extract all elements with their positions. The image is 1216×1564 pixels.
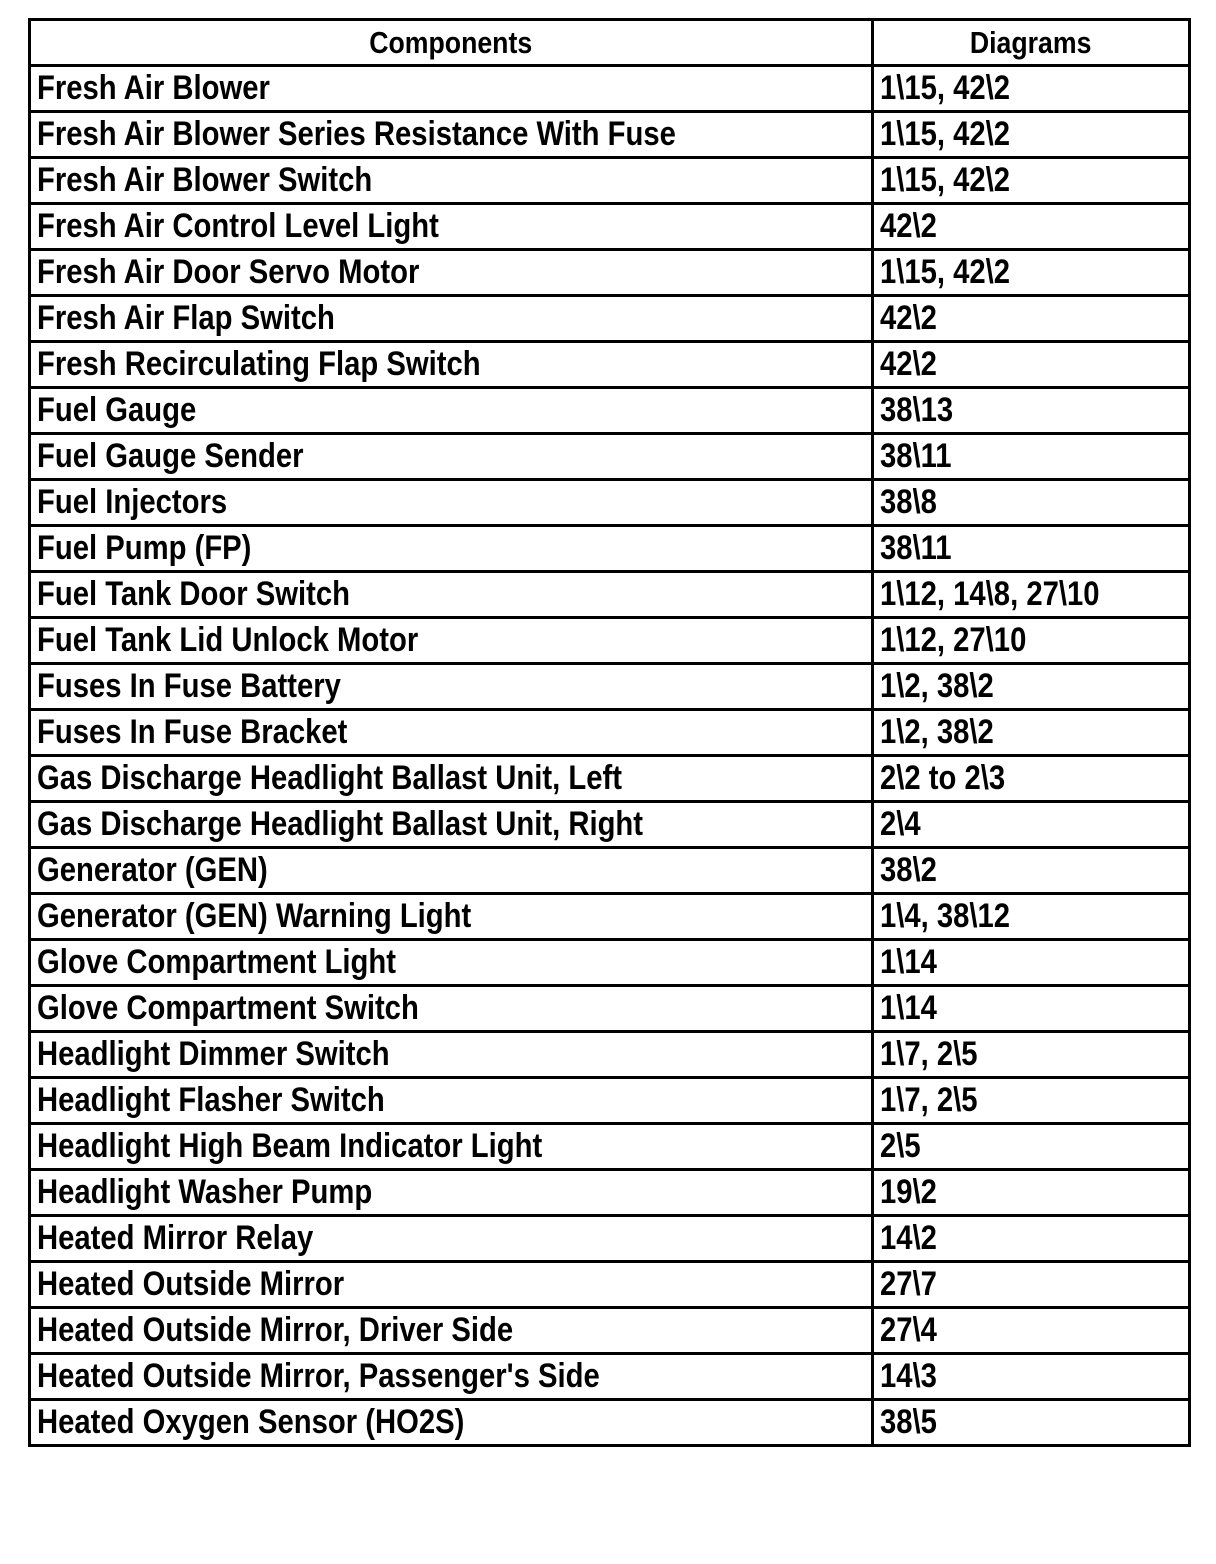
table-row bbox=[30, 664, 1190, 710]
diagrams-cell bbox=[873, 572, 1190, 618]
component-name: Fuel Gauge bbox=[37, 391, 197, 429]
diagram-references: 1\15, 42\2 bbox=[880, 69, 1011, 107]
component-cell bbox=[30, 986, 873, 1032]
diagram-references: 1\7, 2\5 bbox=[880, 1081, 978, 1119]
table-row bbox=[30, 1078, 1190, 1124]
table-row bbox=[30, 1170, 1190, 1216]
component-cell bbox=[30, 204, 873, 250]
diagrams-header-text: Diagrams bbox=[970, 25, 1092, 60]
diagram-references: 27\7 bbox=[880, 1265, 937, 1303]
component-name: Generator (GEN) Warning Light bbox=[37, 897, 472, 935]
component-name: Heated Outside Mirror, Driver Side bbox=[37, 1311, 514, 1349]
diagrams-cell bbox=[873, 756, 1190, 802]
component-cell bbox=[30, 158, 873, 204]
diagrams-cell bbox=[873, 66, 1190, 112]
component-name: Fresh Air Blower Series Resistance With Fuse bbox=[37, 115, 676, 153]
component-cell bbox=[30, 618, 873, 664]
diagrams-cell bbox=[873, 940, 1190, 986]
diagram-references: 1\2, 38\2 bbox=[880, 713, 994, 751]
component-name: Fuel Tank Lid Unlock Motor bbox=[37, 621, 419, 659]
table-row bbox=[30, 1124, 1190, 1170]
component-name: Generator (GEN) bbox=[37, 851, 268, 889]
diagrams-cell bbox=[873, 894, 1190, 940]
component-name: Fresh Recirculating Flap Switch bbox=[37, 345, 481, 383]
diagrams-cell bbox=[873, 664, 1190, 710]
diagram-references: 1\15, 42\2 bbox=[880, 161, 1011, 199]
diagrams-cell bbox=[873, 1078, 1190, 1124]
component-name: Heated Oxygen Sensor (HO2S) bbox=[37, 1403, 465, 1441]
diagram-references: 1\2, 38\2 bbox=[880, 667, 994, 705]
diagram-references: 38\8 bbox=[880, 483, 937, 521]
component-name: Headlight High Beam Indicator Light bbox=[37, 1127, 543, 1165]
diagrams-cell bbox=[873, 1170, 1190, 1216]
diagrams-cell bbox=[873, 158, 1190, 204]
components-column-header bbox=[30, 20, 873, 66]
component-cell bbox=[30, 480, 873, 526]
table-row bbox=[30, 710, 1190, 756]
diagram-references: 1\15, 42\2 bbox=[880, 253, 1011, 291]
table-row bbox=[30, 66, 1190, 112]
diagrams-cell bbox=[873, 434, 1190, 480]
component-cell bbox=[30, 1124, 873, 1170]
component-cell bbox=[30, 894, 873, 940]
component-name: Glove Compartment Switch bbox=[37, 989, 419, 1027]
component-name: Glove Compartment Light bbox=[37, 943, 397, 981]
diagram-references: 38\13 bbox=[880, 391, 954, 429]
component-cell bbox=[30, 664, 873, 710]
components-diagrams-sheet bbox=[28, 18, 1188, 1447]
component-cell bbox=[30, 1078, 873, 1124]
diagram-references: 27\4 bbox=[880, 1311, 937, 1349]
table-row bbox=[30, 388, 1190, 434]
diagrams-cell bbox=[873, 848, 1190, 894]
table-row bbox=[30, 894, 1190, 940]
diagram-references: 2\5 bbox=[880, 1127, 921, 1165]
component-cell bbox=[30, 388, 873, 434]
component-name: Fuses In Fuse Bracket bbox=[37, 713, 348, 751]
diagrams-cell bbox=[873, 1216, 1190, 1262]
component-cell bbox=[30, 802, 873, 848]
diagram-references: 19\2 bbox=[880, 1173, 937, 1211]
diagram-references: 42\2 bbox=[880, 345, 937, 383]
table-row bbox=[30, 112, 1190, 158]
diagram-references: 14\3 bbox=[880, 1357, 937, 1395]
diagrams-cell bbox=[873, 1354, 1190, 1400]
component-name: Fresh Air Blower Switch bbox=[37, 161, 373, 199]
table-header-row bbox=[30, 20, 1190, 66]
diagram-references: 14\2 bbox=[880, 1219, 937, 1257]
table-row bbox=[30, 1400, 1190, 1446]
table-row bbox=[30, 204, 1190, 250]
table-row bbox=[30, 342, 1190, 388]
table-row bbox=[30, 434, 1190, 480]
diagram-references: 1\15, 42\2 bbox=[880, 115, 1011, 153]
diagrams-cell bbox=[873, 1400, 1190, 1446]
diagram-references: 38\5 bbox=[880, 1403, 937, 1441]
components-header-text: Components bbox=[369, 25, 533, 60]
table-row bbox=[30, 250, 1190, 296]
table-row bbox=[30, 572, 1190, 618]
component-name: Heated Outside Mirror bbox=[37, 1265, 345, 1303]
component-cell bbox=[30, 296, 873, 342]
table-body bbox=[30, 66, 1190, 1446]
diagrams-cell bbox=[873, 1262, 1190, 1308]
component-cell bbox=[30, 434, 873, 480]
diagrams-cell bbox=[873, 112, 1190, 158]
component-cell bbox=[30, 940, 873, 986]
diagrams-column-header bbox=[873, 20, 1190, 66]
component-name: Headlight Washer Pump bbox=[37, 1173, 373, 1211]
diagrams-cell bbox=[873, 342, 1190, 388]
table-row bbox=[30, 940, 1190, 986]
diagrams-cell bbox=[873, 296, 1190, 342]
diagrams-cell bbox=[873, 1308, 1190, 1354]
component-name: Fuel Pump (FP) bbox=[37, 529, 252, 567]
diagram-references: 38\11 bbox=[880, 529, 952, 567]
diagram-references: 1\14 bbox=[880, 943, 937, 981]
table-row bbox=[30, 1032, 1190, 1078]
diagrams-cell bbox=[873, 204, 1190, 250]
diagram-references: 38\2 bbox=[880, 851, 937, 889]
component-cell bbox=[30, 1308, 873, 1354]
component-cell bbox=[30, 1032, 873, 1078]
diagrams-cell bbox=[873, 1124, 1190, 1170]
component-cell bbox=[30, 250, 873, 296]
component-name: Fresh Air Blower bbox=[37, 69, 270, 107]
component-name: Gas Discharge Headlight Ballast Unit, Right bbox=[37, 805, 644, 843]
diagram-references: 38\11 bbox=[880, 437, 952, 475]
diagrams-cell bbox=[873, 526, 1190, 572]
component-name: Heated Mirror Relay bbox=[37, 1219, 314, 1257]
component-name: Fuel Tank Door Switch bbox=[37, 575, 351, 613]
component-cell bbox=[30, 756, 873, 802]
table-row bbox=[30, 1354, 1190, 1400]
component-name: Fuel Gauge Sender bbox=[37, 437, 304, 475]
component-name: Fresh Air Control Level Light bbox=[37, 207, 439, 245]
table-row bbox=[30, 480, 1190, 526]
component-cell bbox=[30, 526, 873, 572]
table-row bbox=[30, 618, 1190, 664]
component-name: Headlight Dimmer Switch bbox=[37, 1035, 390, 1073]
diagram-references: 42\2 bbox=[880, 299, 937, 337]
component-cell bbox=[30, 1216, 873, 1262]
component-name: Fuel Injectors bbox=[37, 483, 228, 521]
component-name: Gas Discharge Headlight Ballast Unit, Left bbox=[37, 759, 622, 797]
table-row bbox=[30, 1216, 1190, 1262]
diagrams-cell bbox=[873, 1032, 1190, 1078]
component-cell bbox=[30, 572, 873, 618]
component-name: Heated Outside Mirror, Passenger's Side bbox=[37, 1357, 600, 1395]
table-row bbox=[30, 296, 1190, 342]
component-cell bbox=[30, 710, 873, 756]
component-cell bbox=[30, 848, 873, 894]
component-cell bbox=[30, 112, 873, 158]
diagram-references: 1\4, 38\12 bbox=[880, 897, 1011, 935]
component-cell bbox=[30, 1262, 873, 1308]
diagrams-cell bbox=[873, 388, 1190, 434]
diagrams-cell bbox=[873, 986, 1190, 1032]
table-row bbox=[30, 1262, 1190, 1308]
component-cell bbox=[30, 1170, 873, 1216]
component-name: Fresh Air Flap Switch bbox=[37, 299, 335, 337]
diagrams-cell bbox=[873, 480, 1190, 526]
diagram-references: 2\2 to 2\3 bbox=[880, 759, 1006, 797]
table-row bbox=[30, 756, 1190, 802]
table-row bbox=[30, 986, 1190, 1032]
table-row bbox=[30, 1308, 1190, 1354]
components-diagrams-table bbox=[28, 18, 1191, 1447]
diagram-references: 1\7, 2\5 bbox=[880, 1035, 978, 1073]
component-cell bbox=[30, 342, 873, 388]
diagrams-cell bbox=[873, 802, 1190, 848]
diagram-references: 1\14 bbox=[880, 989, 937, 1027]
component-name: Headlight Flasher Switch bbox=[37, 1081, 385, 1119]
diagram-references: 2\4 bbox=[880, 805, 921, 843]
diagram-references: 42\2 bbox=[880, 207, 937, 245]
table-row bbox=[30, 848, 1190, 894]
diagram-references: 1\12, 27\10 bbox=[880, 621, 1027, 659]
table-row bbox=[30, 802, 1190, 848]
diagrams-cell bbox=[873, 250, 1190, 296]
component-name: Fuses In Fuse Battery bbox=[37, 667, 341, 705]
component-cell bbox=[30, 66, 873, 112]
diagrams-cell bbox=[873, 710, 1190, 756]
diagram-references: 1\12, 14\8, 27\10 bbox=[880, 575, 1100, 613]
component-cell bbox=[30, 1400, 873, 1446]
table-row bbox=[30, 526, 1190, 572]
component-cell bbox=[30, 1354, 873, 1400]
diagrams-cell bbox=[873, 618, 1190, 664]
table-row bbox=[30, 158, 1190, 204]
component-name: Fresh Air Door Servo Motor bbox=[37, 253, 420, 291]
